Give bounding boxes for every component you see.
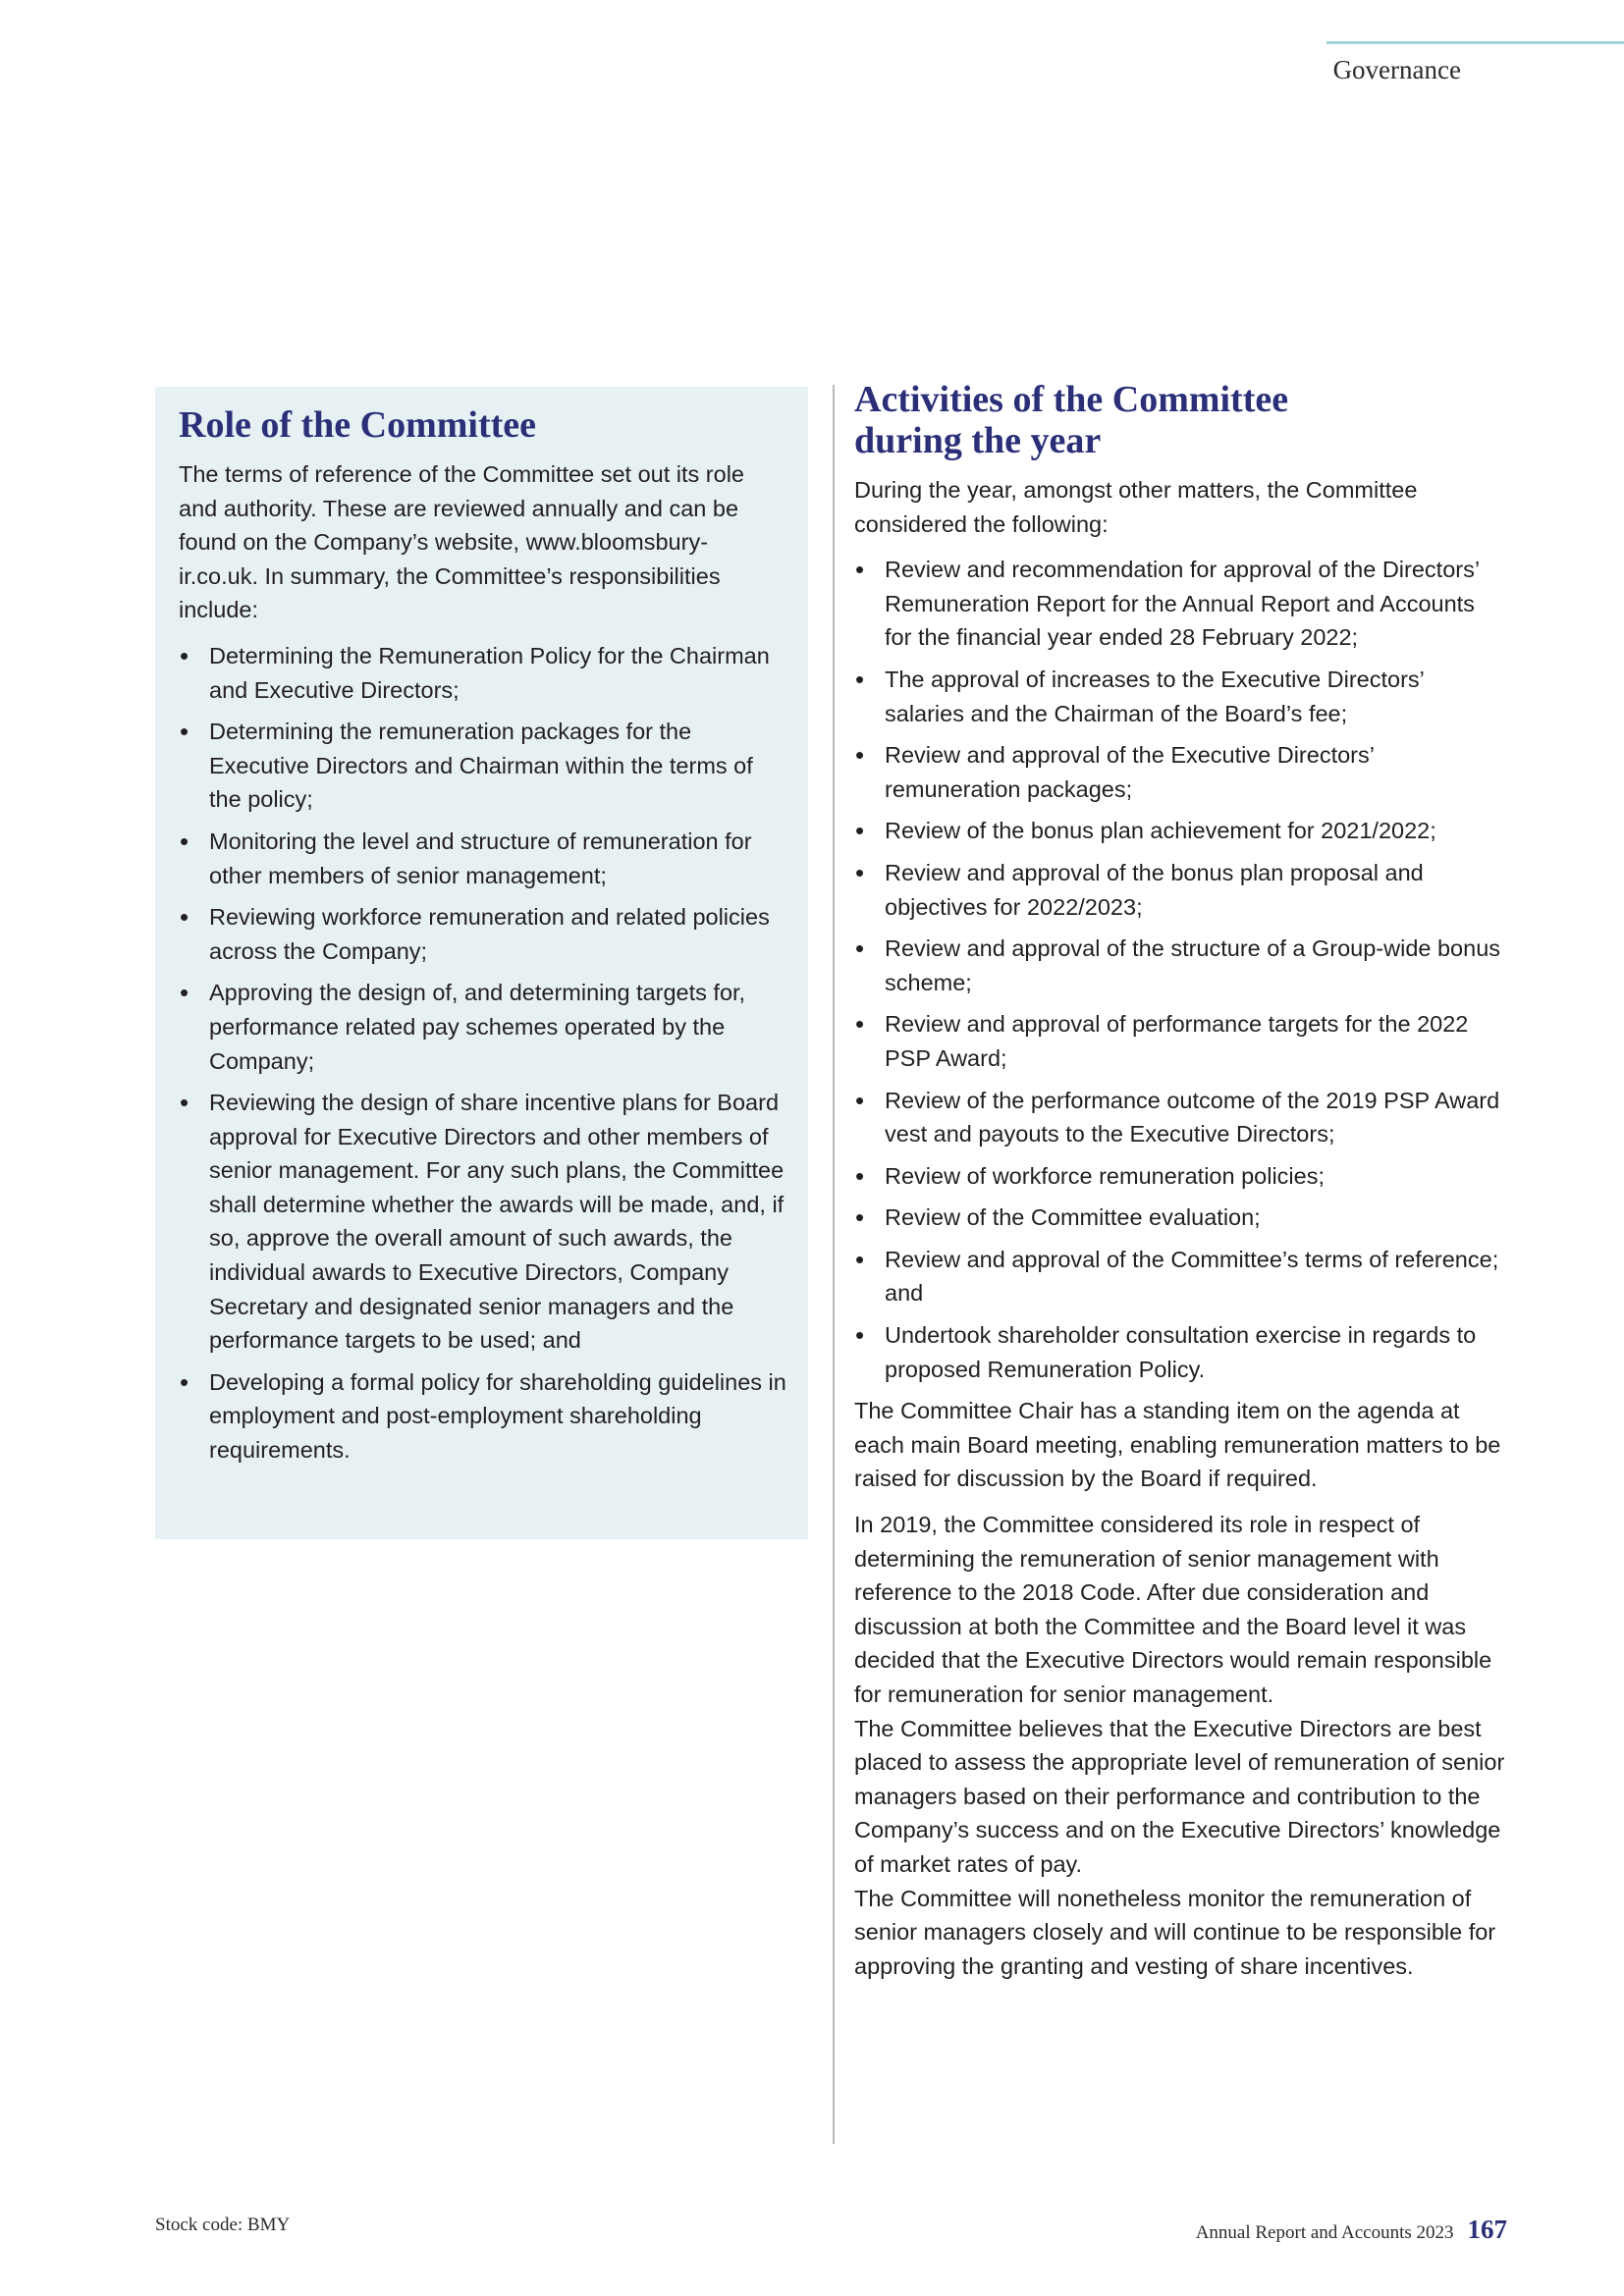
activities-column <box>854 379 1507 1995</box>
activities-bullet-list <box>854 553 1507 1386</box>
list-item: • Determining the Remuneration Policy for the Chairman and Executive Directors; <box>179 639 786 707</box>
paragraph-part-believes: The Committee believes that the Executive Directors are best placed to assess the appropriate level of remuneration of senior managers based on their performance and contribution to the Company’s success and on the Executive Directors’ knowledge of market rates of pay. <box>854 1715 1505 1877</box>
role-bullet-list <box>179 639 786 1468</box>
list-item: • Determining the remuneration packages for the Executive Directors and Chairman within the terms of the policy; <box>179 715 786 817</box>
list-item: • Review and recommendation for approval of the Directors’ Remuneration Report for the Annual Report and Accounts for the financial year ended 28 February 2022; <box>854 553 1507 655</box>
paragraph-part-2019: In 2019, the Committee considered its role in respect of determining the remuneration of senior management with reference to the 2018 Code. After due consideration and discussion at both the Committee and the Board level it was decided that the Executive Directors would remain responsible for remuneration for senior management. <box>854 1512 1492 1707</box>
activities-intro: During the year, amongst other matters, the Committee considered the following: <box>854 477 1418 537</box>
list-item: • Review of the performance outcome of the 2019 PSP Award vest and payouts to the Executive Directors; <box>854 1084 1507 1151</box>
standing-item-paragraph: The Committee Chair has a standing item on the agenda at each main Board meeting, enabling remuneration matters to be raised for discussion by the Board if required. <box>854 1398 1501 1492</box>
role-intro: The terms of reference of the Committee set out its role and authority. These are reviewed annually and can be found on the Company’s website, www.bloomsbury-ir.co.uk. In summary, the Committee’s responsibilities include: <box>179 461 744 623</box>
list-item: • The approval of increases to the Executive Directors’ salaries and the Chairman of the Board’s fee; <box>854 663 1507 730</box>
list-item: • Monitoring the level and structure of remuneration for other members of senior management; <box>179 825 786 892</box>
activities-heading-line2: during the year <box>854 420 1102 461</box>
header-accent-line <box>1326 41 1624 44</box>
list-item: • Developing a formal policy for shareholding guidelines in employment and post-employment shareholding requirements. <box>179 1365 786 1468</box>
column-divider <box>833 385 835 2144</box>
list-item: • Review and approval of performance targets for the 2022 PSP Award; <box>854 1007 1507 1075</box>
senior-management-paragraph <box>854 1508 1507 1983</box>
page-number: 167 <box>1467 2215 1507 2244</box>
list-item: • Review of the Committee evaluation; <box>854 1201 1507 1235</box>
list-item: • Approving the design of, and determining targets for, performance related pay schemes operated by the Company; <box>179 976 786 1078</box>
activities-heading <box>854 379 1507 461</box>
footer-report <box>1196 2215 1507 2245</box>
list-item: • Review and approval of the structure of a Group-wide bonus scheme; <box>854 932 1507 999</box>
list-item: • Reviewing workforce remuneration and related policies across the Company; <box>179 900 786 968</box>
list-item: • Review and approval of the Committee’s terms of reference; and <box>854 1243 1507 1310</box>
report-title: Annual Report and Accounts 2023 <box>1195 2222 1454 2243</box>
section-label: Governance <box>1332 55 1461 84</box>
list-item: • Review of the bonus plan achievement for 2021/2022; <box>854 814 1507 848</box>
list-item: • Undertook shareholder consultation exercise in regards to proposed Remuneration Policy. <box>854 1318 1507 1386</box>
list-item: • Review of workforce remuneration policies; <box>854 1159 1507 1194</box>
role-heading: Role of the Committee <box>179 404 537 446</box>
list-item: • Reviewing the design of share incentive plans for Board approval for Executive Directors and other members of senior management. For any such plans, the Committee shall determine whether the awards will be made, and, if so, approve the overall amount of such awards, the individual awards to Executive Directors, Company Secretary and designated senior managers and the performance targets to be used; and <box>179 1086 786 1358</box>
stock-code: Stock code: BMY <box>155 2215 291 2235</box>
list-item: • Review and approval of the Executive Directors’ remuneration packages; <box>854 738 1507 806</box>
paragraph-part-monitor: The Committee will nonetheless monitor the remuneration of senior managers closely and will continue to be responsible for approving the granting and vesting of share incentives. <box>854 1885 1496 1979</box>
activities-heading-line1: Activities of the Committee <box>854 379 1289 420</box>
list-item: • Review and approval of the bonus plan proposal and objectives for 2022/2023; <box>854 856 1507 924</box>
role-of-committee-panel <box>155 387 808 1539</box>
